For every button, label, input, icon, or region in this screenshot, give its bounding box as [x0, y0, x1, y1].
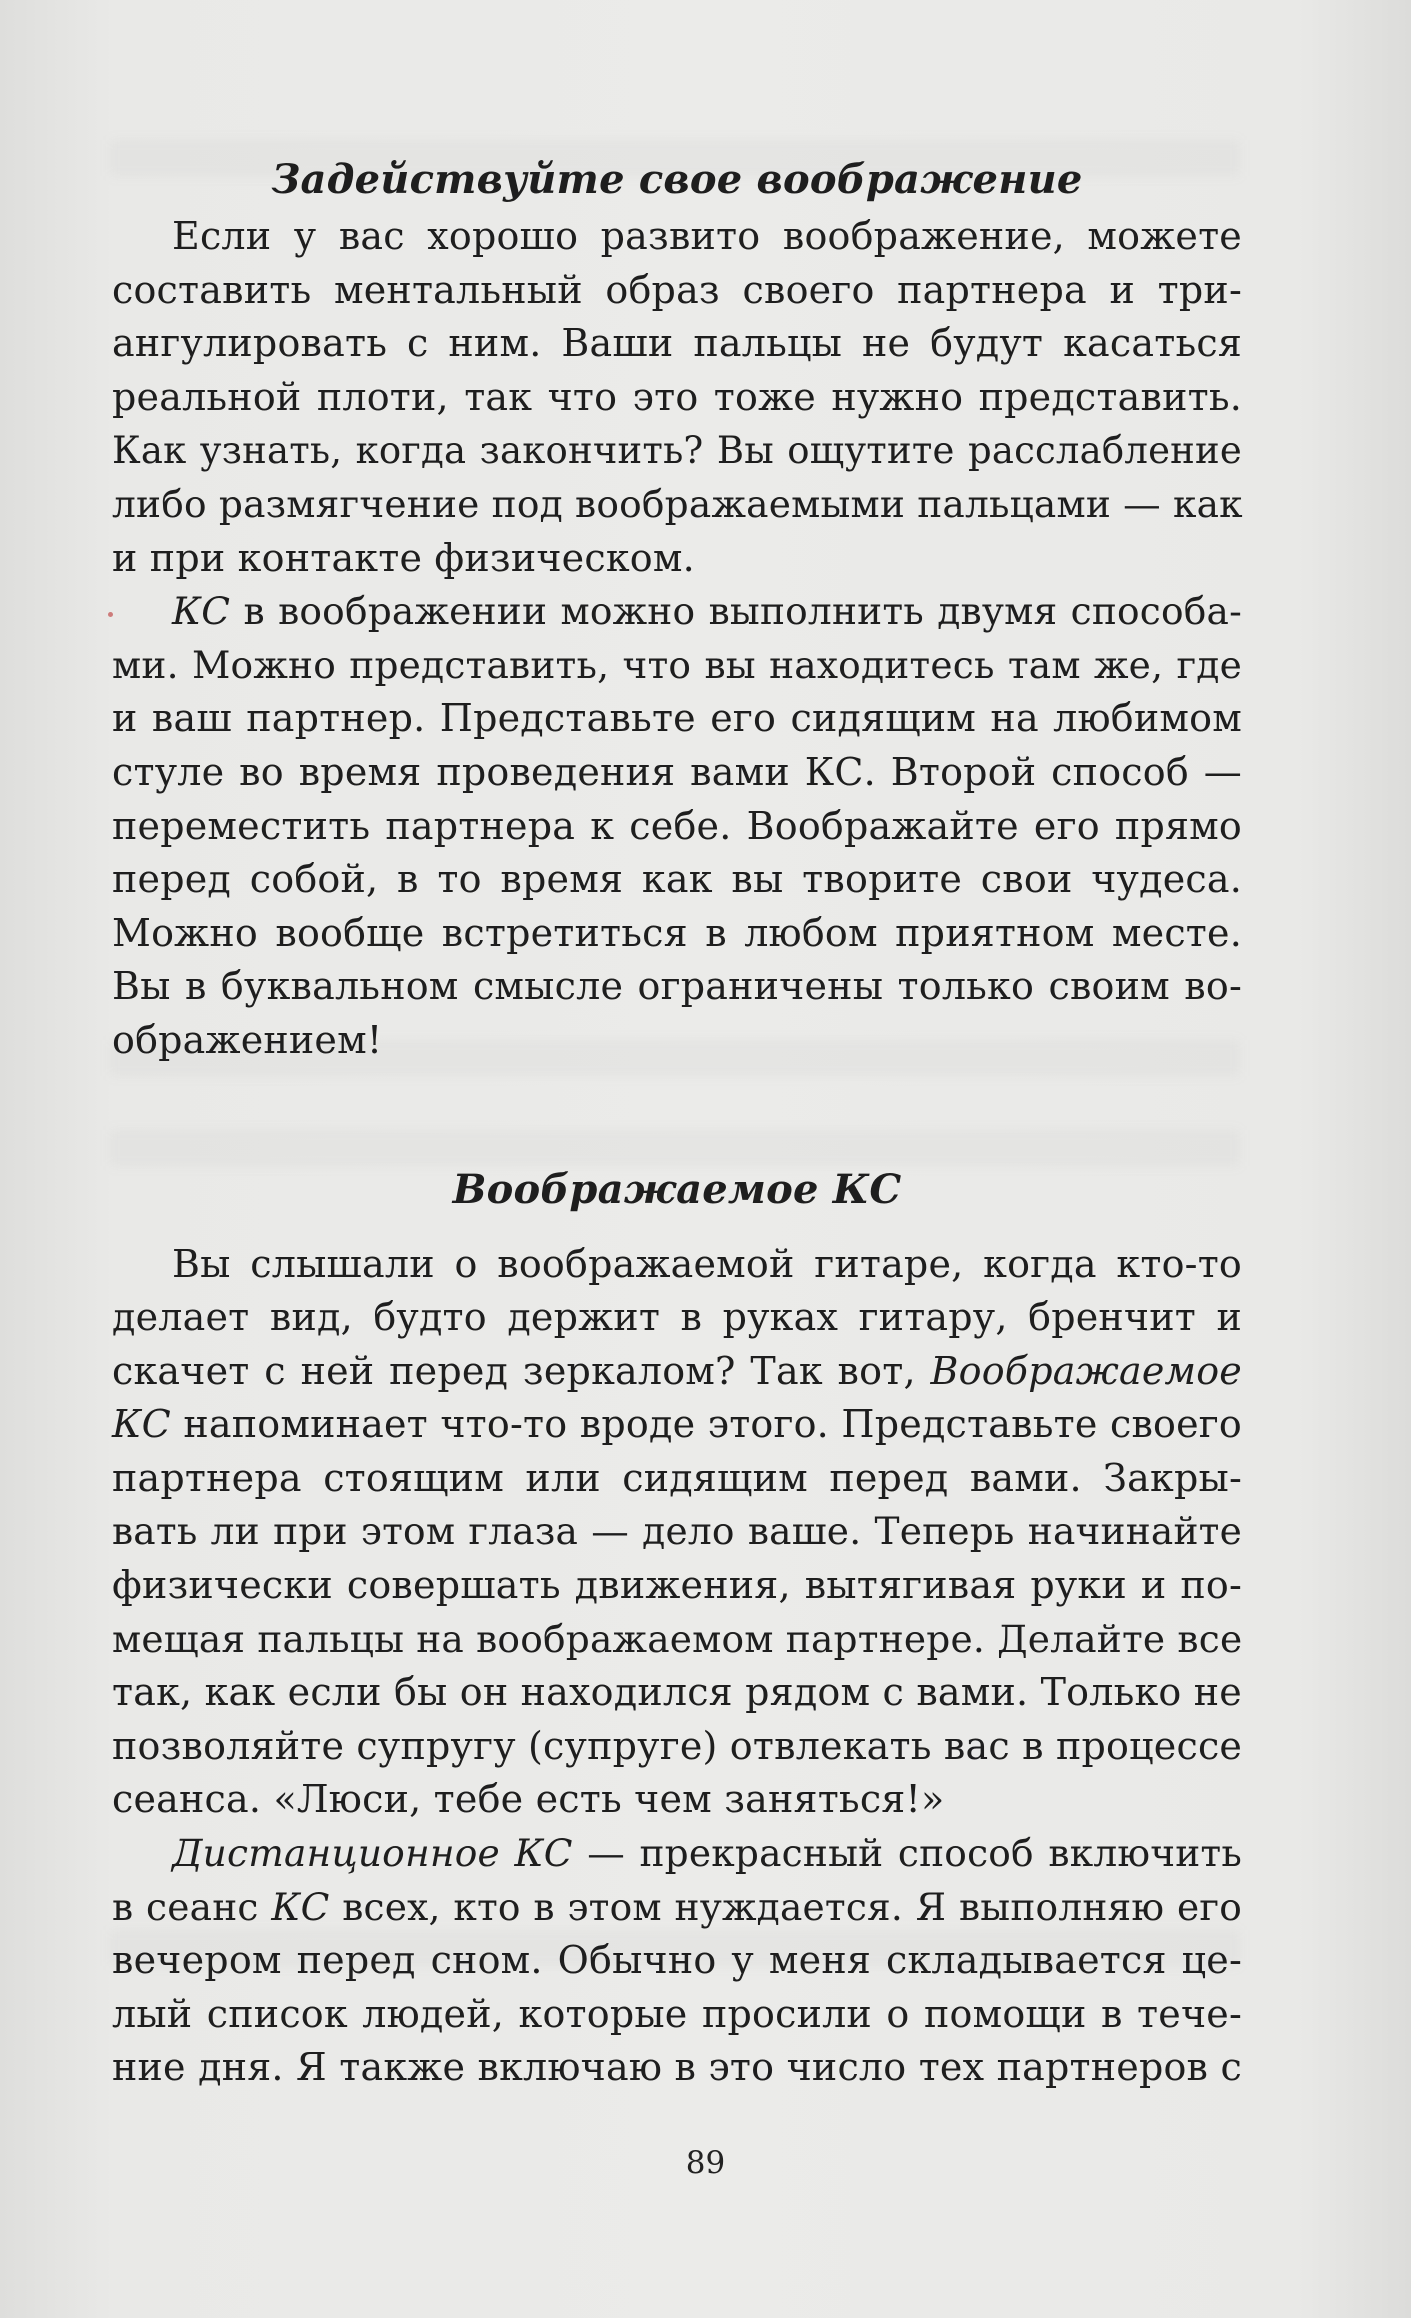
text-column	[112, 150, 1242, 2095]
text-run: в воображении можно выполнить двумя способа-	[230, 589, 1242, 634]
paragraph	[112, 585, 1242, 1067]
italic-term: Воображаемое	[930, 1348, 1242, 1393]
section-heading	[112, 150, 1242, 210]
text-line: так, как если бы он находился рядом с вами. Только не	[112, 1670, 1242, 1715]
text-line: и ваш партнер. Представьте его сидящим на любимом	[112, 696, 1242, 741]
text-line: либо размягчение под воображаемыми пальцами — как	[112, 481, 1243, 526]
text-line: стуле во время проведения вами КС. Второй способ —	[112, 749, 1242, 794]
text-line: Вы в буквальном смысле ограничены только своим во-	[112, 964, 1242, 1009]
text-line: вечером перед сном. Обычно у меня складывается це-	[112, 1938, 1242, 1983]
text-line	[112, 1881, 1242, 1935]
italic-term: Дистанционное КС	[172, 1831, 573, 1876]
text-run: в сеанс	[112, 1884, 272, 1929]
paragraph	[112, 210, 1242, 585]
italic-term: КС	[112, 1402, 171, 1447]
page-number: 89	[685, 2145, 726, 2181]
section-heading	[112, 1160, 1242, 1220]
text-line	[112, 585, 1242, 639]
text-line: партнера стоящим или сидящим перед вами. Закры-	[112, 1455, 1242, 1500]
text-line: Как узнать, когда закончить? Вы ощутите расслабление	[112, 429, 1242, 473]
text-line: реальной плоти, так что это тоже нужно представить.	[112, 374, 1242, 419]
heading-spacer	[112, 1220, 1242, 1238]
text-line: лый список людей, которые просили о помощи в тече-	[112, 1991, 1242, 2036]
text-run: — прекрасный способ включить	[572, 1831, 1242, 1876]
text-line: физически совершать движения, вытягивая руки и по-	[112, 1563, 1242, 1608]
text-line: Если у вас хорошо развито воображение, можете	[172, 214, 1242, 258]
text-line: позволяйте супругу (супруге) отвлекать вас в процессе	[112, 1723, 1243, 1768]
paragraph	[112, 1238, 1242, 1828]
section-heading-text: Задействуйте свое воображение	[271, 156, 1083, 203]
text-line: Вы слышали о воображаемой гитаре, когда кто-то	[172, 1241, 1242, 1286]
text-run: напоминает что-то вроде этого. Представьте своего	[170, 1402, 1242, 1447]
section-gap	[112, 1068, 1242, 1160]
text-line: делает вид, будто держит в руках гитару, бренчит и	[112, 1295, 1242, 1340]
text-line: ображением!	[112, 1017, 383, 1062]
paragraph	[112, 1827, 1242, 2095]
text-line: ангулировать с ним. Ваши пальцы не будут касаться	[112, 321, 1242, 366]
text-line: Можно вообще встретиться в любом приятном месте.	[112, 910, 1242, 955]
text-line: ние дня. Я также включаю в это число тех партнеров с	[112, 2045, 1242, 2090]
text-line: составить ментальный образ своего партнера и три-	[112, 267, 1242, 312]
text-run: всех, кто в этом нуждается. Я выполняю его	[329, 1884, 1242, 1929]
text-line	[112, 1398, 1242, 1452]
italic-term: КС	[271, 1884, 330, 1929]
text-line	[112, 1345, 1242, 1399]
text-line: ми. Можно представить, что вы находитесь там же, где	[112, 642, 1242, 687]
section-heading-text: Воображаемое КС	[452, 1165, 902, 1213]
text-line: сеанса. «Люси, тебе есть чем заняться!»	[112, 1777, 945, 1822]
text-line: вать ли при этом глаза — дело ваше. Теперь начинайте	[112, 1509, 1242, 1554]
text-line: и при контакте физическом.	[112, 535, 695, 580]
text-line: переместить партнера к себе. Воображайте его прямо	[112, 803, 1242, 848]
text-line: мещая пальцы на воображаемом партнере. Делайте все	[112, 1616, 1243, 1661]
text-run: скачет с ней перед зеркалом? Так вот,	[112, 1348, 931, 1393]
italic-term: КС	[172, 589, 231, 634]
text-line: перед собой, в то время как вы творите свои чудеса.	[112, 857, 1242, 902]
text-line	[112, 1827, 1242, 1881]
